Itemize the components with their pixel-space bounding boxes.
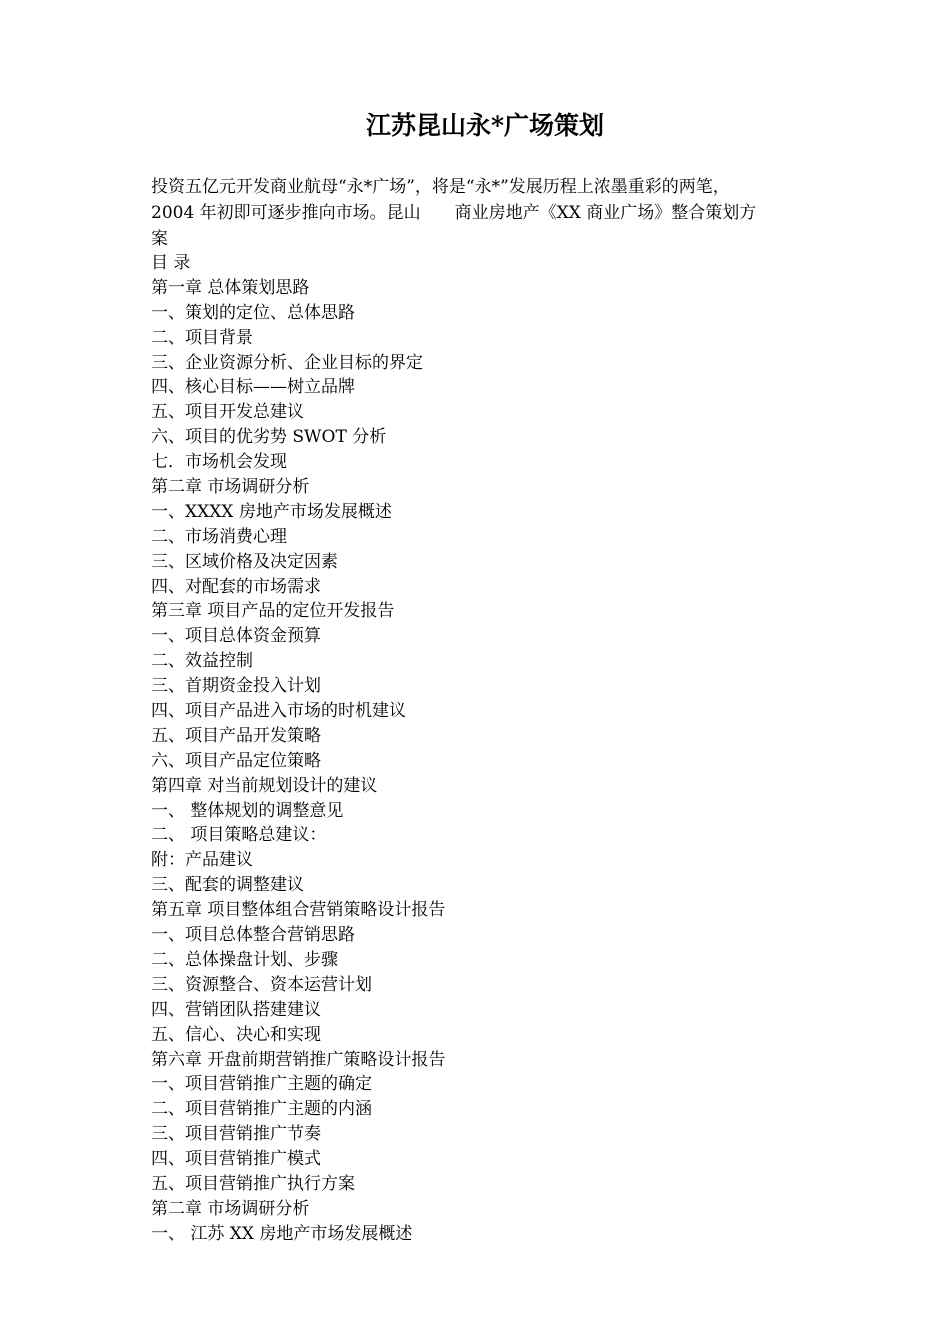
toc-item: 四、营销团队搭建建议 xyxy=(151,999,321,1020)
toc-chapter: 第二章 市场调研分析 xyxy=(151,1198,310,1219)
toc-item: 四、项目营销推广模式 xyxy=(151,1149,321,1170)
toc-item: 五、项目开发总建议 xyxy=(151,402,304,423)
table-of-contents xyxy=(151,251,841,1247)
toc-item: 六、项目的优劣势 SWOT 分析 xyxy=(151,427,387,448)
document-title: 江苏昆山永*广场策划 xyxy=(365,111,605,140)
toc-item: 一、项目营销推广主题的确定 xyxy=(151,1074,372,1095)
toc-item: 四、核心目标——树立品牌 xyxy=(151,377,355,398)
toc-chapter: 第三章 项目产品的定位开发报告 xyxy=(151,601,395,622)
toc-item: 五、项目营销推广执行方案 xyxy=(151,1173,355,1194)
toc-item: 二、总体操盘计划、步骤 xyxy=(151,949,338,970)
toc-item: 一、项目总体资金预算 xyxy=(151,626,321,647)
toc-item: 一、XXXX 房地产市场发展概述 xyxy=(151,501,392,522)
toc-item: 三、首期资金投入计划 xyxy=(151,676,321,697)
toc-item: 二、效益控制 xyxy=(151,651,253,672)
toc-item: 一、 江苏 XX 房地产市场发展概述 xyxy=(151,1223,413,1244)
toc-item: 三、资源整合、资本运营计划 xyxy=(151,974,372,995)
intro-line: 2004 年初即可逐步推向市场。昆山 商业房地产《XX 商业广场》整合策划方 xyxy=(151,203,757,223)
toc-item: 附：产品建议 xyxy=(151,850,253,871)
toc-item: 六、项目产品定位策略 xyxy=(151,750,321,771)
toc-item: 五、信心、决心和实现 xyxy=(151,1024,321,1045)
toc-item: 七．市场机会发现 xyxy=(151,452,287,473)
toc-chapter: 第六章 开盘前期营销推广策略设计报告 xyxy=(151,1049,446,1070)
toc-item: 二、市场消费心理 xyxy=(151,526,287,547)
toc-item: 二、 项目策略总建议： xyxy=(151,825,327,846)
toc-heading: 目 录 xyxy=(151,253,191,273)
toc-chapter: 第一章 总体策划思路 xyxy=(151,277,310,298)
toc-item: 一、策划的定位、总体思路 xyxy=(151,302,355,323)
toc-item: 三、企业资源分析、企业目标的界定 xyxy=(151,352,423,373)
toc-item: 四、对配套的市场需求 xyxy=(151,576,321,597)
toc-item: 三、项目营销推广节奏 xyxy=(151,1124,321,1145)
toc-chapter: 第四章 对当前规划设计的建议 xyxy=(151,775,378,796)
toc-item: 二、项目营销推广主题的内涵 xyxy=(151,1099,372,1120)
toc-item: 一、 整体规划的调整意见 xyxy=(151,800,344,821)
toc-item: 二、项目背景 xyxy=(151,327,253,348)
toc-item: 四、项目产品进入市场的时机建议 xyxy=(151,701,406,722)
intro-line: 投资五亿元开发商业航母“永*广场”，将是“永*”发展历程上浓墨重彩的两笔， xyxy=(151,177,730,197)
toc-item: 五、项目产品开发策略 xyxy=(151,725,321,746)
intro-line: 案 xyxy=(151,229,168,249)
toc-item: 一、项目总体整合营销思路 xyxy=(151,925,355,946)
intro-paragraph xyxy=(151,174,841,252)
toc-item: 三、区域价格及决定因素 xyxy=(151,551,338,572)
toc-chapter: 第二章 市场调研分析 xyxy=(151,477,310,498)
toc-chapter: 第五章 项目整体组合营销策略设计报告 xyxy=(151,900,446,921)
toc-item: 三、配套的调整建议 xyxy=(151,875,304,896)
